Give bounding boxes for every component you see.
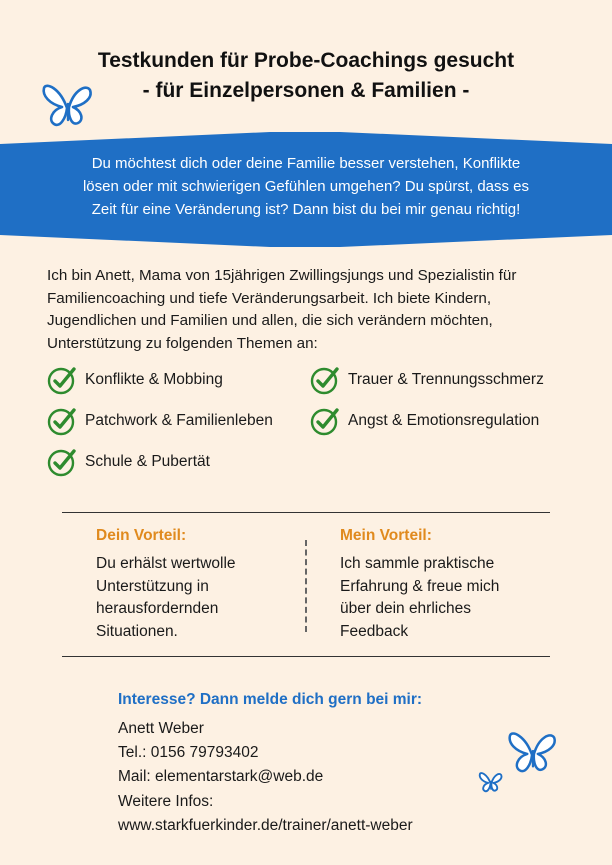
check-circle-icon [47, 365, 77, 395]
contact-website[interactable]: www.starkfuerkinder.de/trainer/anett-weber [118, 817, 413, 834]
check-circle-icon [310, 406, 340, 436]
topic-label: Trauer & Trennungsschmerz [348, 371, 544, 388]
title-line-1: Testkunden für Probe-Coachings gesucht [97, 49, 515, 72]
intro-line-2: Familiencoaching und tiefe Veränderungsarbeit. Ich biete Kindern, [47, 289, 492, 307]
your-advantage-text [96, 553, 296, 643]
topic-item [47, 365, 223, 395]
intro-line-3: Jugendlichen und Familien und allen, die sich verändern möchten, [47, 312, 493, 329]
my-advantage-line-1: Ich sammle praktische [340, 555, 495, 572]
topic-label: Schule & Pubertät [85, 453, 210, 470]
butterfly-icon [40, 80, 96, 130]
banner-line-3: Zeit für eine Veränderung ist? Dann bist du bei mir genau richtig! [91, 201, 521, 218]
your-advantage-line-3: herausfordernden [96, 600, 219, 617]
banner-line-1: Du möchtest dich oder deine Familie besser verstehen, Konflikte [91, 155, 521, 172]
contact-mail[interactable]: Mail: elementarstark@web.de [118, 768, 324, 785]
contact-name: Anett Weber [118, 720, 204, 737]
topic-item [310, 406, 539, 436]
divider-vertical [305, 540, 307, 632]
intro-banner [0, 132, 612, 247]
title-line-2: - für Einzelpersonen & Familien - [142, 79, 470, 102]
butterfly-icon [506, 728, 560, 776]
contact-phone[interactable]: Tel.: 0156 79793402 [118, 744, 259, 761]
topic-label: Konflikte & Mobbing [85, 371, 223, 388]
check-circle-icon [310, 365, 340, 395]
topic-item [47, 447, 210, 477]
intro-paragraph [47, 265, 577, 355]
intro-line-4: Unterstützung zu folgenden Themen an: [47, 334, 318, 352]
topic-item [310, 365, 544, 395]
your-advantage-line-4: Situationen. [96, 622, 178, 640]
divider-bottom [62, 656, 550, 657]
divider-top [62, 512, 550, 513]
my-advantage-line-3: über dein ehrliches [340, 600, 471, 617]
topic-label: Angst & Emotionsregulation [348, 412, 540, 429]
banner-text [40, 152, 572, 221]
butterfly-icon [478, 770, 504, 794]
topic-item [47, 406, 273, 436]
my-advantage-line-4: Feedback [340, 622, 409, 640]
my-advantage-title: Mein Vorteil: [340, 527, 432, 544]
banner-line-2: lösen oder mit schwierigen Gefühlen umgehen? Du spürst, dass es [82, 178, 530, 195]
your-advantage-line-1: Du erhälst wertwolle [96, 555, 236, 572]
your-advantage-line-2: Unterstützung in [96, 577, 209, 595]
contact-title: Interesse? Dann melde dich gern bei mir: [118, 691, 423, 708]
contact-more-label: Weitere Infos: [118, 793, 214, 810]
check-circle-icon [47, 447, 77, 477]
my-advantage-line-2: Erfahrung & freue mich [340, 577, 500, 595]
check-circle-icon [47, 406, 77, 436]
your-advantage-title: Dein Vorteil: [96, 527, 187, 544]
topic-label: Patchwork & Familienleben [85, 412, 273, 429]
intro-line-1: Ich bin Anett, Mama von 15jährigen Zwillingsjungs und Spezialistin für [47, 267, 517, 284]
my-advantage-text [340, 553, 540, 643]
